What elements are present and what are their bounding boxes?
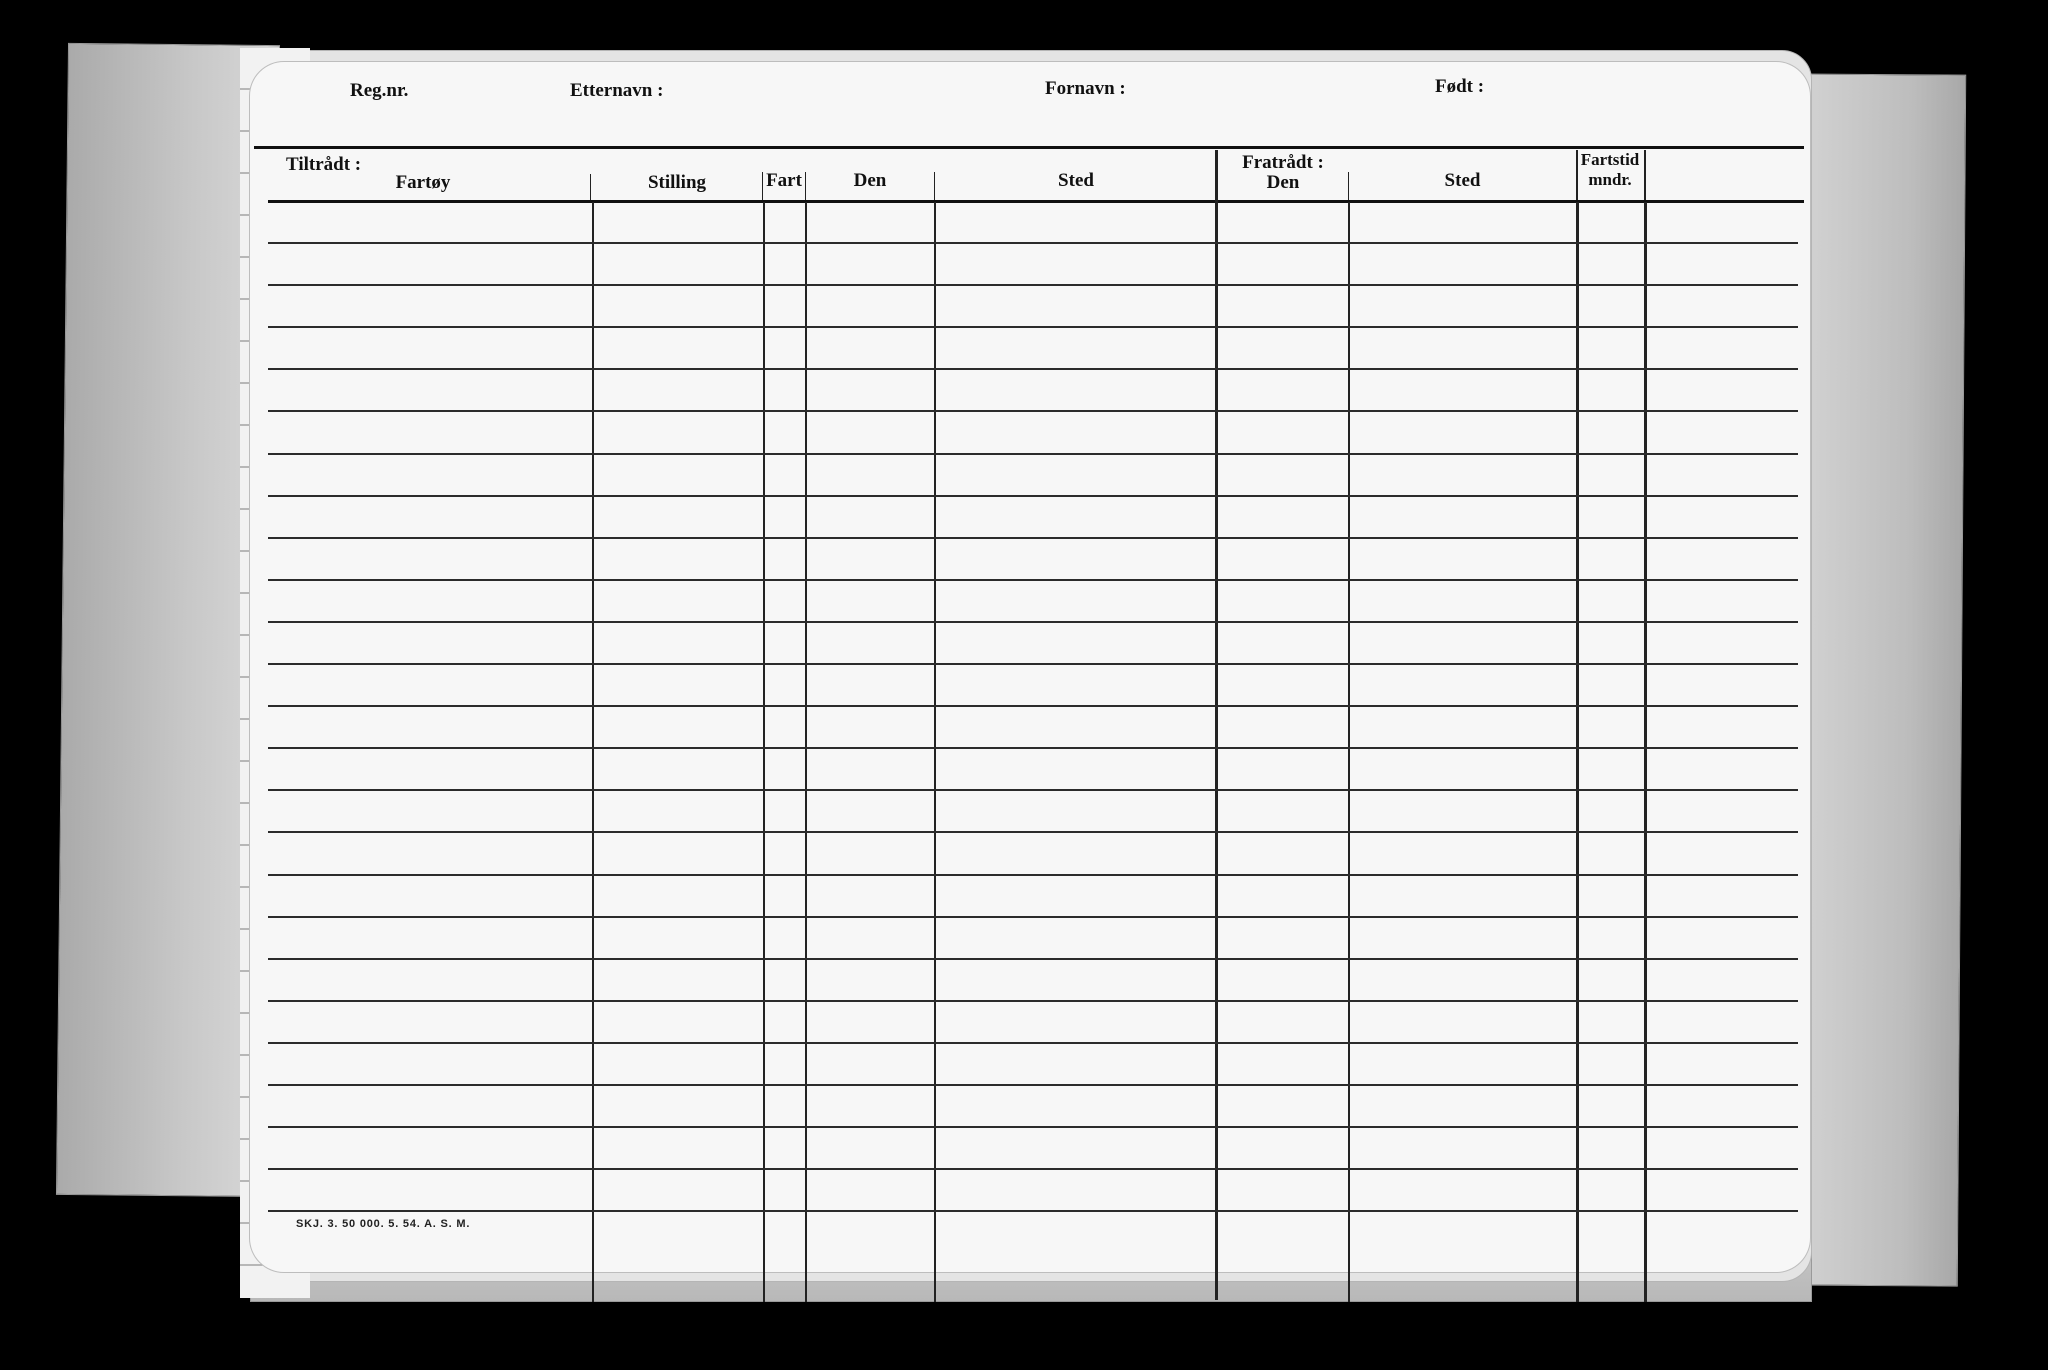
print-imprint: SKJ. 3. 50 000. 5. 54. A. S. M. xyxy=(296,1218,471,1230)
table-row-line xyxy=(268,663,1798,665)
fart-header: Fart xyxy=(766,170,802,191)
table-row-line xyxy=(268,1126,1798,1128)
table-row-line xyxy=(268,1084,1798,1086)
table-row-line xyxy=(268,326,1798,328)
table-row-line xyxy=(268,579,1798,581)
table-row-line xyxy=(268,284,1798,286)
fodt-label: Født : xyxy=(1435,76,1485,97)
table-row-line xyxy=(268,453,1798,455)
table-row-line xyxy=(268,1042,1798,1044)
table-row-line xyxy=(268,789,1798,791)
seaman-record-card xyxy=(250,62,1810,1272)
fartstid-header: Fartstid xyxy=(1580,150,1640,169)
table-row-line xyxy=(268,1168,1798,1170)
table-row-line xyxy=(268,916,1798,918)
den-tiltradt-header: Den xyxy=(853,170,887,191)
etternavn-label: Etternavn : xyxy=(570,80,664,101)
table-row-line xyxy=(268,747,1798,749)
reg-nr-label: Reg.nr. xyxy=(350,80,409,101)
stilling-header: Stilling xyxy=(647,172,707,193)
table-row-line xyxy=(268,705,1798,707)
table-row-line xyxy=(268,958,1798,960)
table-row-line xyxy=(268,495,1798,497)
den-fratradt-header: Den xyxy=(1266,172,1300,193)
table-row-line xyxy=(268,242,1798,244)
table-row-line xyxy=(268,1210,1798,1212)
fratradt-label: Fratrådt : xyxy=(1242,152,1324,173)
table-row-line xyxy=(268,1000,1798,1002)
table-row-line xyxy=(268,537,1798,539)
ruled-rows xyxy=(250,62,1810,1272)
table-row-line xyxy=(268,831,1798,833)
tiltradt-label: Tiltrådt : xyxy=(286,154,362,175)
table-row-line xyxy=(268,410,1798,412)
table-row-line xyxy=(268,368,1798,370)
sted-fratradt-header: Sted xyxy=(1444,170,1481,191)
table-row-line xyxy=(268,874,1798,876)
sted-tiltradt-header: Sted xyxy=(1058,170,1094,191)
table-row-line xyxy=(268,621,1798,623)
fornavn-label: Fornavn : xyxy=(1045,78,1126,99)
fartoy-header: Fartøy xyxy=(395,172,451,193)
mndr-header: mndr. xyxy=(1588,170,1632,189)
